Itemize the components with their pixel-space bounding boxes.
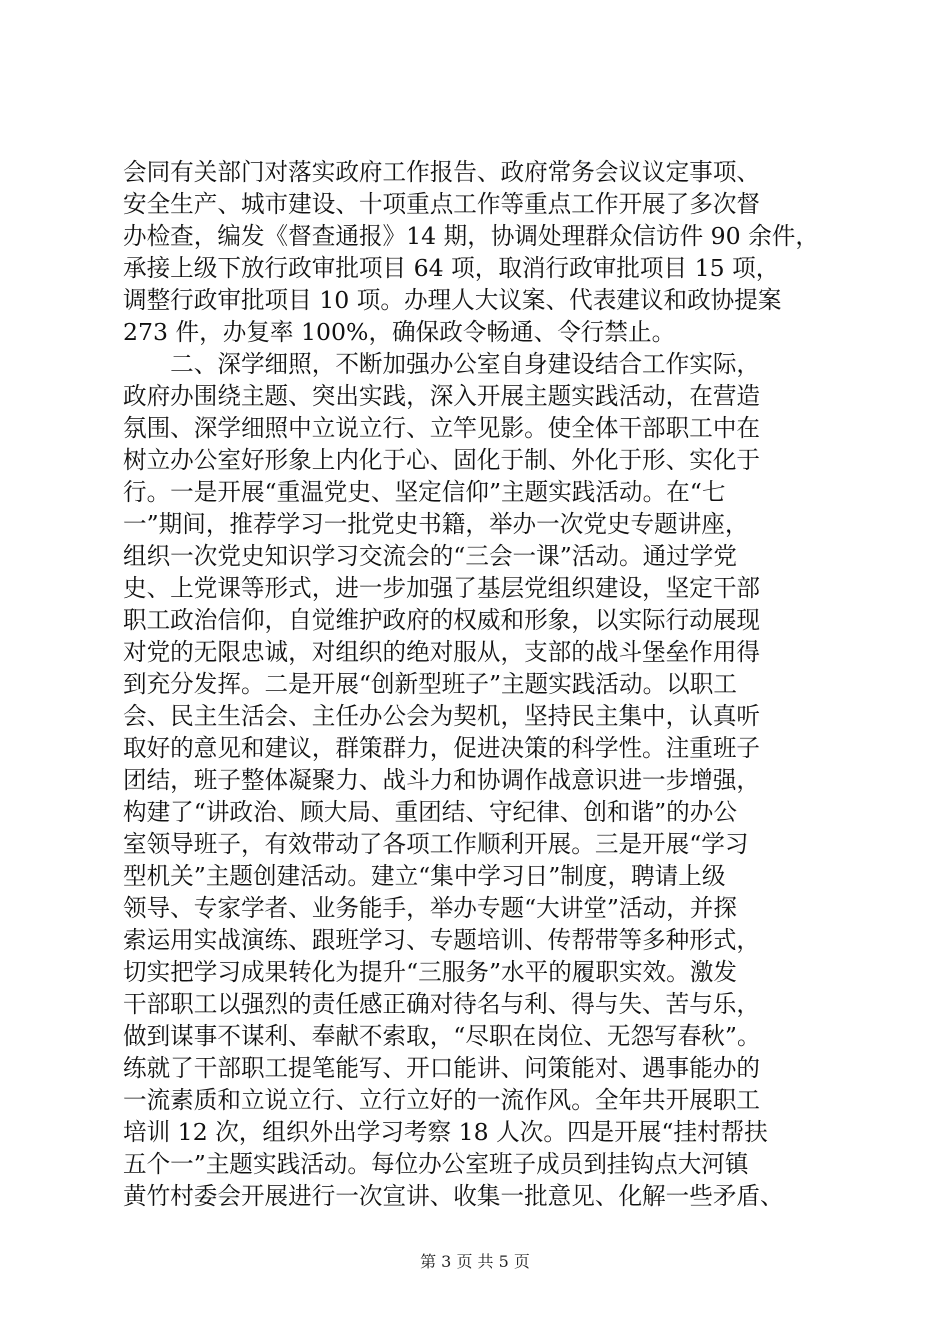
text-line: 会、民主生活会、主任办公会为契机，坚持民主集中，认真听 (123, 702, 761, 730)
page-footer: 第 3 页 共 5 页 (420, 1252, 530, 1271)
text-line: 政府办围绕主题、突出实践，深入开展主题实践活动，在营造 (123, 382, 761, 410)
document-body (123, 156, 863, 1212)
text-line: 安全生产、城市建设、十项重点工作等重点工作开展了多次督 (123, 190, 761, 218)
text-line: 黄竹村委会开展进行一次宣讲、收集一批意见、化解一些矛盾、 (123, 1182, 784, 1210)
text-line: 练就了干部职工提笔能写、开口能讲、问策能对、遇事能办的 (123, 1054, 761, 1082)
text-line: 索运用实战演练、跟班学习、专题培训、传帮带等多种形式， (123, 926, 761, 954)
text-line: 一”期间，推荐学习一批党史书籍，举办一次党史专题讲座， (123, 510, 749, 538)
text-line: 氛围、深学细照中立说立行、立竿见影。使全体干部职工中在 (123, 414, 761, 442)
text-line: 取好的意见和建议，群策群力，促进决策的科学性。注重班子 (123, 734, 761, 762)
text-line: 一流素质和立说立行、立行立好的一流作风。全年共开展职工 (123, 1086, 761, 1114)
text-line: 构建了“讲政治、顾大局、重团结、守纪律、创和谐”的办公 (123, 798, 737, 826)
text-line: 二、深学细照，不断加强办公室自身建设结合工作实际， (123, 350, 761, 378)
text-line: 组织一次党史知识学习交流会的“三会一课”活动。通过学党 (123, 542, 737, 570)
text-line: 史、上党课等形式，进一步加强了基层党组织建设，坚定干部 (123, 574, 761, 602)
text-line: 团结，班子整体凝聚力、战斗力和协调作战意识进一步增强， (123, 766, 761, 794)
text-line: 做到谋事不谋利、奉献不索取，“尽职在岗位、无怨写春秋”。 (123, 1022, 761, 1050)
text-line: 调整行政审批项目 10 项。办理人大议案、代表建议和政协提案 (123, 286, 782, 314)
text-line: 职工政治信仰，自觉维护政府的权威和形象，以实际行动展现 (123, 606, 761, 634)
text-line: 切实把学习成果转化为提升“三服务”水平的履职实效。激发 (123, 958, 737, 986)
text-line: 273 件，办复率 100%，确保政令畅通、令行禁止。 (123, 318, 676, 346)
text-line: 室领导班子，有效带动了各项工作顺利开展。三是开展“学习 (123, 830, 749, 858)
text-line: 行。一是开展“重温党史、坚定信仰”主题实践活动。在“七 (123, 478, 726, 506)
text-line: 对党的无限忠诚，对组织的绝对服从，支部的战斗堡垒作用得 (123, 638, 761, 666)
text-line: 型机关”主题创建活动。建立“集中学习日”制度，聘请上级 (123, 862, 726, 890)
text-line: 五个一”主题实践活动。每位办公室班子成员到挂钩点大河镇 (123, 1150, 749, 1178)
text-line: 领导、专家学者、业务能手，举办专题“大讲堂”活动，并探 (123, 894, 737, 922)
text-line: 树立办公室好形象上内化于心、固化于制、外化于形、实化于 (123, 446, 761, 474)
text-line: 干部职工以强烈的责任感正确对待名与利、得与失、苦与乐， (123, 990, 761, 1018)
text-line: 办检查，编发《督查通报》14 期，协调处理群众信访件 90 余件， (123, 222, 819, 250)
text-line: 到充分发挥。二是开展“创新型班子”主题实践活动。以职工 (123, 670, 737, 698)
text-line: 培训 12 次，组织外出学习考察 18 人次。四是开展“挂村帮扶 (123, 1118, 768, 1146)
text-line: 会同有关部门对落实政府工作报告、政府常务会议议定事项、 (123, 158, 761, 186)
text-line: 承接上级下放行政审批项目 64 项，取消行政审批项目 15 项， (123, 254, 780, 282)
